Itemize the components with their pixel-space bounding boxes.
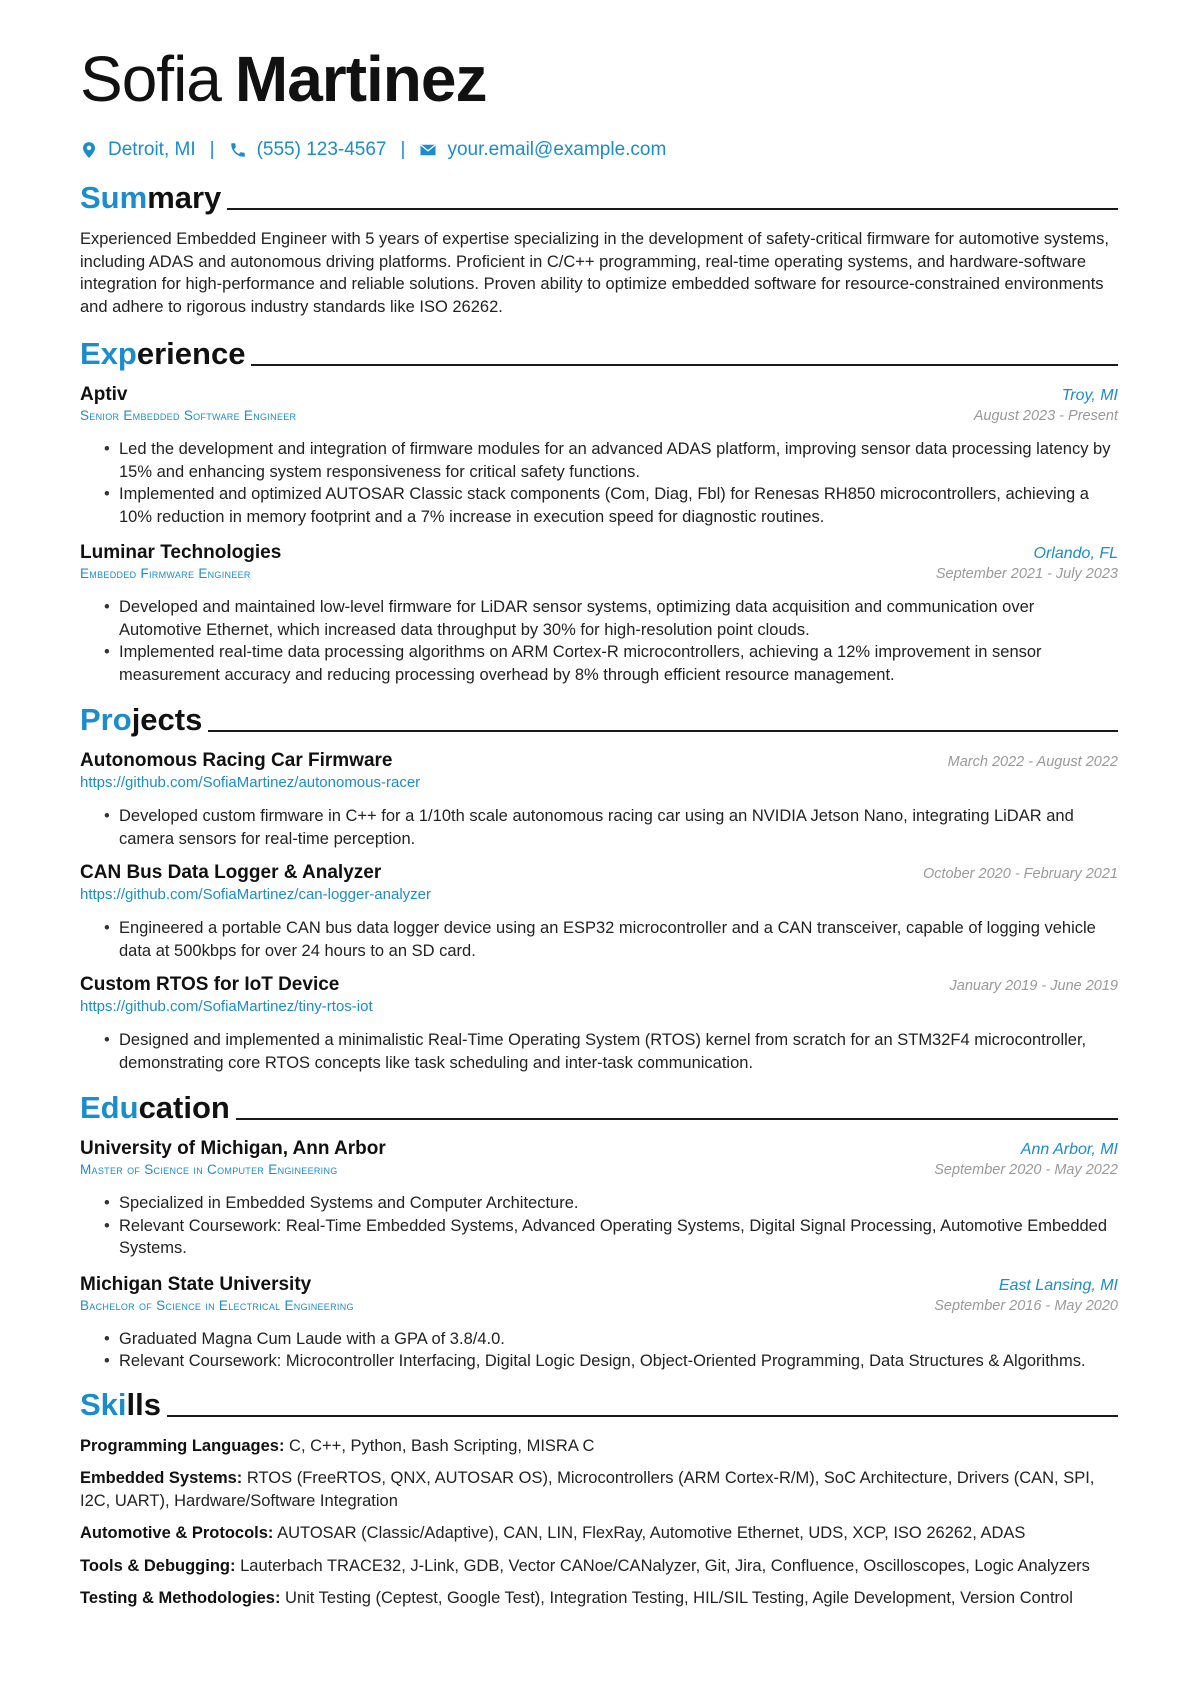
bullet-list <box>80 805 1118 850</box>
school-name: University of Michigan, Ann Arbor <box>80 1138 386 1159</box>
section-rule <box>208 730 1118 732</box>
location-text: Detroit, MI <box>108 139 196 160</box>
skill-row <box>80 1435 1118 1458</box>
section-rule <box>251 364 1118 366</box>
skill-label: Testing & Methodologies: <box>80 1589 281 1607</box>
skill-label: Tools & Debugging: <box>80 1556 236 1575</box>
skill-label: Automotive & Protocols: <box>80 1524 274 1542</box>
phone-text: (555) 123-4567 <box>256 139 387 160</box>
section-title: Summary <box>80 180 222 215</box>
bullet-item: • Relevant Coursework: Real-Time Embedded Systems, Advanced Operating Systems, Digital Signal Processing, Automotive Embedded Systems. <box>106 1215 1118 1260</box>
job-title: Embedded Firmware Engineer <box>80 566 251 581</box>
degree: Bachelor of Science in Electrical Engineering <box>80 1297 354 1313</box>
bullet-item: • Implemented and optimized AUTOSAR Classic stack components (Com, Diag, Fbl) for Renesas RH850 microcontrollers, achieving a 10% reduction in memory footprint and a 7% increase in execution speed for diagnostic routines. <box>106 483 1118 528</box>
skill-row <box>80 1555 1118 1578</box>
skill-row <box>80 1587 1118 1610</box>
entry-date: September 2016 - May 2020 <box>934 1297 1118 1314</box>
bullet-list <box>80 438 1118 528</box>
map-pin-icon <box>80 140 98 160</box>
section-rule <box>236 1118 1118 1120</box>
projects-heading <box>80 698 1118 738</box>
contact-location <box>80 139 196 161</box>
first-name: Sofia <box>80 43 221 115</box>
skill-row <box>80 1467 1118 1512</box>
project-link[interactable]: https://github.com/SofiaMartinez/can-logger-analyzer <box>80 886 432 903</box>
entry-location: Orlando, FL <box>1033 545 1118 562</box>
section-title: Education <box>80 1090 230 1125</box>
bullet-list <box>80 596 1118 686</box>
contact-separator: | <box>209 139 215 160</box>
entry-location: East Lansing, MI <box>998 1276 1118 1294</box>
candidate-name <box>80 40 1118 118</box>
entry-date: March 2022 - August 2022 <box>947 754 1118 770</box>
envelope-icon <box>419 140 437 160</box>
entry-date: September 2020 - May 2022 <box>934 1162 1118 1178</box>
bullet-item: • Developed and maintained low-level firmware for LiDAR sensor systems, optimizing data acquisition and communication over Automotive Ethernet, which increased data throughput by 30% for high-resolution point clouds. <box>106 596 1118 641</box>
summary-text: Experienced Embedded Engineer with 5 years of expertise specializing in the development of safety-critical firmware for automotive systems, including ADAS and autonomous driving platforms. Proficient in C/C++ programming, real-time operating systems, and hardware-software integration for high-performance and reliable solutions. Proven ability to optimize embedded software for resource-constrained environments and adhere to rigorous industry standards like ISO 26262. <box>80 230 1109 316</box>
section-title: Skills <box>80 1386 161 1422</box>
skill-row <box>80 1522 1118 1545</box>
bullet-list <box>80 1328 1118 1373</box>
skill-label: Embedded Systems: <box>80 1469 243 1487</box>
entry-date: September 2021 - July 2023 <box>935 566 1118 582</box>
bullet-item: • Developed custom firmware in C++ for a 1/10th scale autonomous racing car using an NVIDIA Jetson Nano, integrating LiDAR and camera sensors for real-time perception. <box>106 805 1118 850</box>
bullet-item: • Implemented real-time data processing algorithms on ARM Cortex-R microcontrollers, achieving a 12% improvement in sensor measurement accuracy and reducing processing overhead by 8% through efficient resource management. <box>106 641 1118 686</box>
skill-value: Unit Testing (Ceptest, Google Test), Integration Testing, HIL/SIL Testing, Agile Development, Version Control <box>285 1589 1073 1607</box>
entry-date: August 2023 - Present <box>973 408 1118 424</box>
section-rule <box>227 208 1118 210</box>
skill-value: RTOS (FreeRTOS, QNX, AUTOSAR OS), Microcontrollers (ARM Cortex-R/M), SoC Architecture, Drivers (CAN, SPI, I2C, UART), Hardware/Software Integration <box>80 1469 1095 1510</box>
email-text: your.email@example.com <box>447 139 667 160</box>
contact-email[interactable] <box>419 139 666 161</box>
summary-heading <box>80 176 1118 216</box>
last-name: Martinez <box>234 43 487 115</box>
experience-entry <box>80 542 1118 686</box>
project-entry <box>80 750 1118 850</box>
entry-location: Ann Arbor, MI <box>1020 1141 1118 1158</box>
employer-name: Aptiv <box>80 384 128 405</box>
entry-date: January 2019 - June 2019 <box>949 978 1118 994</box>
project-name: Autonomous Racing Car Firmware <box>80 750 393 771</box>
contact-separator: | <box>400 139 406 160</box>
section-title: Projects <box>80 702 203 737</box>
bullet-item: • Engineered a portable CAN bus data logger device using an ESP32 microcontroller and a CAN transceiver, capable of logging vehicle data at 500kbps for over 24 hours to an SD card. <box>106 917 1118 962</box>
education-entry <box>80 1138 1118 1260</box>
project-name: CAN Bus Data Logger & Analyzer <box>80 862 382 883</box>
bullet-item: • Relevant Coursework: Microcontroller Interfacing, Digital Logic Design, Object-Oriented Programming, Data Structures & Algorithms. <box>106 1350 1118 1373</box>
project-link[interactable]: https://github.com/SofiaMartinez/autonomous-racer <box>80 774 421 791</box>
project-name: Custom RTOS for IoT Device <box>80 974 340 995</box>
bullet-item: • Led the development and integration of firmware modules for an advanced ADAS platform, improving sensor data processing latency by 15% and enhancing system responsiveness for critical safety functions. <box>106 438 1118 483</box>
section-rule <box>167 1415 1118 1417</box>
section-title: Experience <box>80 336 246 371</box>
employer-name: Luminar Technologies <box>80 542 282 563</box>
experience-entry <box>80 384 1118 528</box>
project-entry <box>80 974 1118 1074</box>
job-title: Senior Embedded Software Engineer <box>80 408 297 423</box>
education-heading <box>80 1086 1118 1126</box>
degree: Master of Science in Computer Engineering <box>80 1162 338 1177</box>
entry-location: Troy, MI <box>1061 387 1118 404</box>
bullet-list <box>80 917 1118 962</box>
skill-value: C, C++, Python, Bash Scripting, MISRA C <box>289 1436 595 1455</box>
experience-heading <box>80 332 1118 372</box>
skill-value: Lauterbach TRACE32, J-Link, GDB, Vector CANoe/CANalyzer, Git, Jira, Confluence, Oscilloscopes, Logic Analyzers <box>240 1556 1090 1575</box>
skill-value: AUTOSAR (Classic/Adaptive), CAN, LIN, FlexRay, Automotive Ethernet, UDS, XCP, ISO 26262, ADAS <box>277 1524 1026 1542</box>
project-entry <box>80 862 1118 962</box>
skills-heading <box>80 1383 1118 1423</box>
bullet-item: • Designed and implemented a minimalistic Real-Time Operating System (RTOS) kernel from scratch for an STM32F4 microcontroller, demonstrating core RTOS concepts like task scheduling and inter-task communication. <box>106 1029 1118 1074</box>
bullet-item: • Graduated Magna Cum Laude with a GPA of 3.8/4.0. <box>106 1328 1118 1351</box>
bullet-list <box>80 1192 1118 1260</box>
phone-icon <box>229 140 247 160</box>
contact-bar <box>80 136 1118 164</box>
school-name: Michigan State University <box>80 1273 312 1295</box>
skills-list <box>80 1435 1118 1610</box>
project-link[interactable]: https://github.com/SofiaMartinez/tiny-rtos-iot <box>80 998 373 1015</box>
skill-label: Programming Languages: <box>80 1436 285 1455</box>
contact-phone[interactable] <box>229 139 387 161</box>
education-entry <box>80 1274 1118 1373</box>
bullet-list <box>80 1029 1118 1074</box>
bullet-item: • Specialized in Embedded Systems and Computer Architecture. <box>106 1192 1118 1215</box>
entry-date: October 2020 - February 2021 <box>922 866 1118 882</box>
